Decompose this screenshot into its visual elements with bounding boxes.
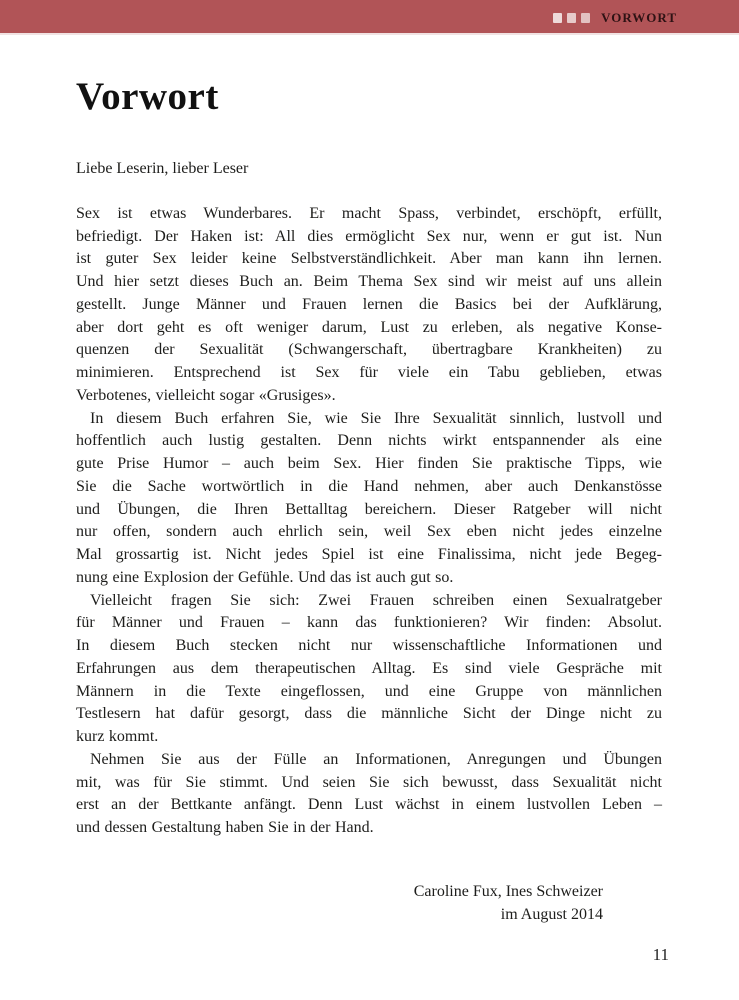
paragraph-line: Erfahrungen aus dem therapeutischen Alltag. Es sind viele Gespräche mit <box>76 659 662 677</box>
paragraph-line: nur offen, sondern auch ehrlich sein, weil Sex eben nicht jedes einzelne <box>76 523 662 541</box>
page-title: Vorwort <box>76 75 219 118</box>
signature-authors: Caroline Fux, Ines Schweizer <box>413 882 603 900</box>
paragraph-line: aber dort geht es oft weniger darum, Lust zu erleben, als negative Konse- <box>76 318 662 336</box>
paragraph-line: quenzen der Sexualität (Schwangerschaft, übertragbare Krankheiten) zu <box>76 341 662 359</box>
paragraph-line: hoffentlich auch lustig gestalten. Denn nichts wirkt entspannender als eine <box>76 432 662 450</box>
paragraph-line: Sex ist etwas Wunderbares. Er macht Spass, verbindet, erschöpft, erfüllt, <box>76 204 662 222</box>
paragraph-line: Mal grossartig ist. Nicht jedes Spiel ist eine Finalissima, nicht jede Begeg- <box>76 546 662 563</box>
paragraph-line: In diesem Buch stecken nicht nur wissenschaftliche Informationen und <box>76 637 662 654</box>
paragraph-line: ist guter Sex leider keine Selbstverständlichkeit. Aber man kann ihn lernen. <box>76 250 662 268</box>
header-bar <box>0 0 739 35</box>
paragraph-line: Nehmen Sie aus der Fülle an Informationen, Anregungen und Übungen <box>90 750 662 768</box>
paragraph-line: nung eine Explosion der Gefühle. Und das ist auch gut so. <box>76 568 454 586</box>
paragraph-line: Männern in die Texte eingeflossen, und eine Gruppe von männlichen <box>76 682 662 700</box>
paragraph-line: Und hier setzt dieses Buch an. Beim Thema Sex sind wir meist auf uns allein <box>76 273 662 290</box>
paragraph-line: befriedigt. Der Haken ist: All dies ermöglicht Sex nur, wenn er gut ist. Nun <box>76 227 662 245</box>
section-label: VORWORT <box>601 9 677 25</box>
paragraph-line: gute Prise Humor – auch beim Sex. Hier finden Sie praktische Tipps, wie <box>76 455 662 472</box>
paragraph-line: für Männer und Frauen – kann das funktionieren? Wir finden: Absolut. <box>76 614 662 632</box>
paragraph-line: gestellt. Junge Männer und Frauen lernen die Basics bei der Aufklärung, <box>76 295 662 313</box>
salutation-text: Liebe Leserin, lieber Leser <box>76 160 249 177</box>
section-marker-squares <box>553 13 595 23</box>
paragraph-line: Vielleicht fragen Sie sich: Zwei Frauen schreiben einen Sexualratgeber <box>90 591 662 609</box>
paragraphs <box>76 203 662 840</box>
paragraph-line: mit, was für Sie stimmt. Und seien Sie sich bewusst, dass Sexualität nicht <box>76 773 662 791</box>
paragraph-line: Testlesern hat dafür gesorgt, dass die männliche Sicht der Dinge nicht zu <box>76 705 662 723</box>
paragraph-line: Sie die Sache wortwörtlich in die Hand nehmen, aber auch Denkanstösse <box>76 477 662 495</box>
paragraph-line: Verbotenes, vielleicht sogar «Grusiges». <box>76 386 336 404</box>
paragraph-line: kurz kommt. <box>76 728 159 745</box>
signature-date: im August 2014 <box>500 905 603 923</box>
page-content <box>0 77 739 926</box>
paragraph-line: In diesem Buch erfahren Sie, wie Sie Ihre Sexualität sinnlich, lustvoll und <box>90 409 662 427</box>
paragraph-line: und Übungen, die Ihren Bettalltag bereichern. Dieser Ratgeber will nicht <box>76 500 662 518</box>
marker-square-icon <box>567 13 576 23</box>
paragraph-line: minimieren. Entsprechend ist Sex für viele ein Tabu geblieben, etwas <box>76 364 662 381</box>
paragraph-line: erst an der Bettkante anfängt. Denn Lust wächst in einem lustvollen Leben – <box>76 796 662 814</box>
signature-block <box>76 880 662 926</box>
marker-square-icon <box>581 13 590 23</box>
paragraph-line: und dessen Gestaltung haben Sie in der Hand. <box>76 819 374 836</box>
marker-square-icon <box>553 13 562 23</box>
page-number: 11 <box>652 945 669 964</box>
